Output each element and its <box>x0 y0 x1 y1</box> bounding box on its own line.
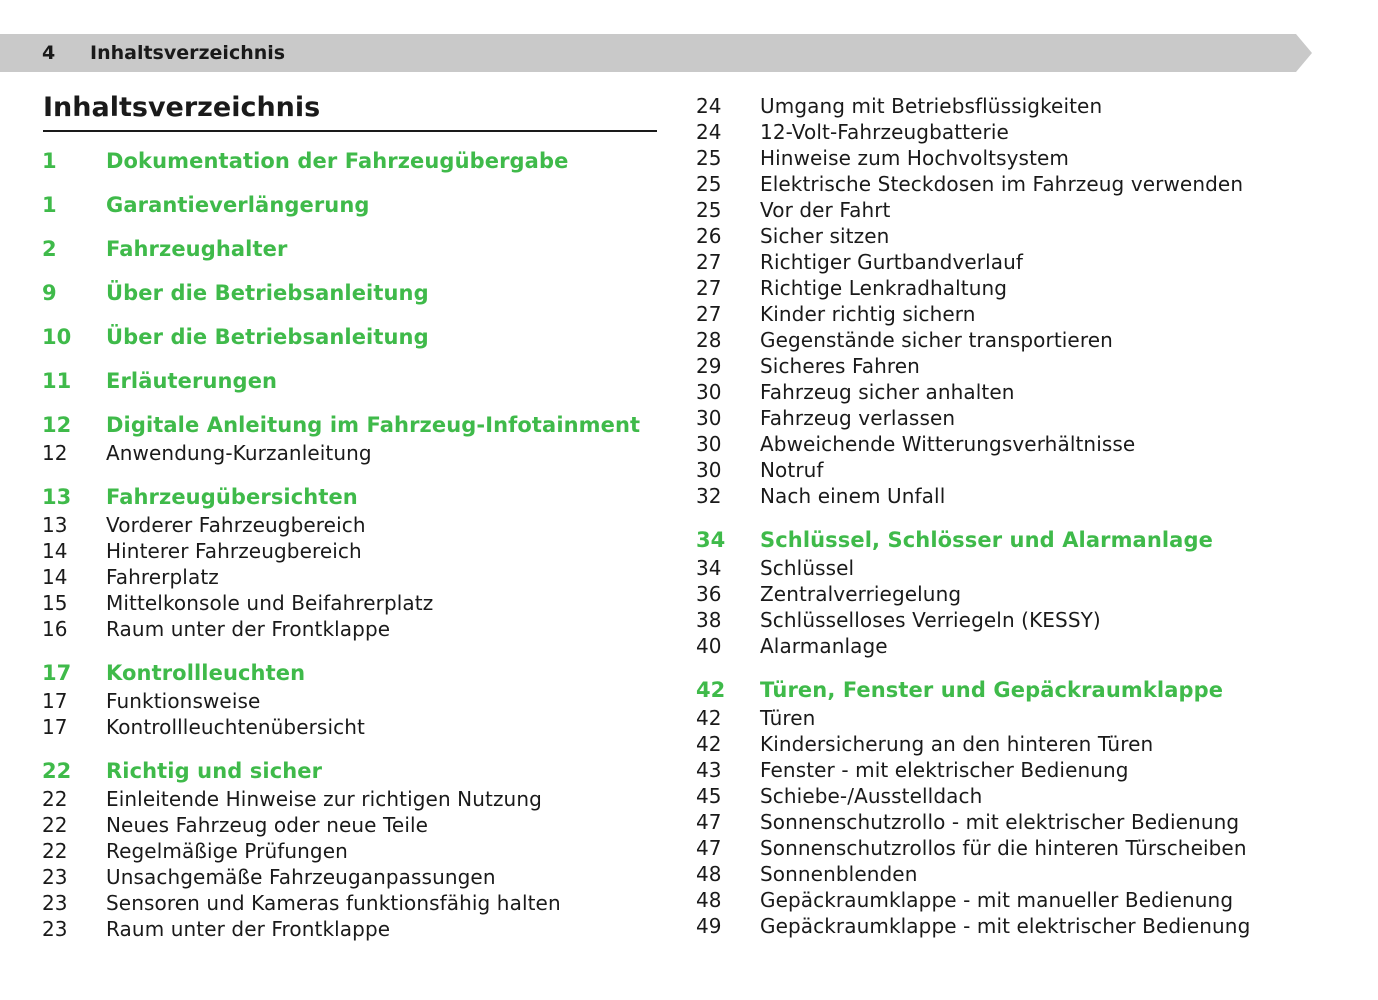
toc-page-number: 16 <box>42 617 68 641</box>
toc-column-left <box>42 146 662 942</box>
toc-entry-title: Unsachgemäße Fahrzeuganpassungen <box>106 865 496 889</box>
toc-page-number: 22 <box>42 839 68 863</box>
toc-entry-title: Gegenstände sicher transportieren <box>760 328 1113 352</box>
toc-page-number: 24 <box>696 120 722 144</box>
toc-chapter-title: Erläuterungen <box>106 369 278 393</box>
toc-chapter-title: Dokumentation der Fahrzeugübergabe <box>106 149 569 173</box>
toc-page-number: 27 <box>696 302 722 326</box>
toc-entry-title: Gepäckraumklappe - mit elektrischer Bedienung <box>760 914 1251 938</box>
toc-entry-title: Funktionsweise <box>106 689 261 713</box>
toc-entry[interactable] <box>42 538 662 564</box>
toc-entry-title: Umgang mit Betriebsflüssigkeiten <box>760 94 1103 118</box>
toc-entry[interactable] <box>696 607 1336 633</box>
toc-page-number: 47 <box>696 810 722 834</box>
toc-page-number: 22 <box>42 759 72 783</box>
toc-entry[interactable] <box>696 223 1336 249</box>
toc-page-number: 1 <box>42 193 57 217</box>
toc-entry[interactable] <box>42 786 662 812</box>
toc-chapter[interactable] <box>42 190 662 220</box>
toc-page-number: 22 <box>42 787 68 811</box>
toc-entry-title: Kindersicherung an den hinteren Türen <box>760 732 1154 756</box>
toc-chapter[interactable] <box>42 278 662 308</box>
toc-entry[interactable] <box>42 512 662 538</box>
toc-chapter-title: Über die Betriebsanleitung <box>106 325 429 349</box>
toc-page-number: 30 <box>696 380 722 404</box>
toc-entry-title: Regelmäßige Prüfungen <box>106 839 348 863</box>
toc-chapter[interactable] <box>42 146 662 176</box>
toc-entry[interactable] <box>696 119 1336 145</box>
toc-entry-title: Abweichende Witterungsverhältnisse <box>760 432 1136 456</box>
toc-entry-title: Hinterer Fahrzeugbereich <box>106 539 362 563</box>
toc-entry-title: Kontrollleuchtenübersicht <box>106 715 365 739</box>
toc-chapter[interactable] <box>42 234 662 264</box>
toc-page-number: 22 <box>42 813 68 837</box>
toc-chapter-title: Fahrzeugübersichten <box>106 485 358 509</box>
toc-entry[interactable] <box>696 705 1336 731</box>
toc-page-number: 13 <box>42 513 68 537</box>
toc-chapter[interactable] <box>42 658 662 688</box>
toc-entry[interactable] <box>696 249 1336 275</box>
header-section-title: Inhaltsverzeichnis <box>90 42 286 64</box>
toc-entry-title: Einleitende Hinweise zur richtigen Nutzung <box>106 787 542 811</box>
toc-entry[interactable] <box>696 327 1336 353</box>
toc-entry[interactable] <box>696 809 1336 835</box>
toc-page-number: 30 <box>696 432 722 456</box>
toc-chapter[interactable] <box>42 756 662 786</box>
toc-chapter-title: Über die Betriebsanleitung <box>106 281 429 305</box>
toc-entry[interactable] <box>696 197 1336 223</box>
toc-entry-title: Schlüsselloses Verriegeln (KESSY) <box>760 608 1101 632</box>
toc-entry-title: Alarmanlage <box>760 634 888 658</box>
toc-page-number: 12 <box>42 441 68 465</box>
toc-entry[interactable] <box>696 431 1336 457</box>
toc-page-number: 28 <box>696 328 722 352</box>
toc-page-number: 25 <box>696 172 722 196</box>
toc-entry[interactable] <box>42 714 662 740</box>
toc-entry-title: 12-Volt-Fahrzeugbatterie <box>760 120 1009 144</box>
toc-entry-title: Fahrerplatz <box>106 565 219 589</box>
toc-entry[interactable] <box>42 616 662 642</box>
toc-entry[interactable] <box>696 783 1336 809</box>
toc-entry-title: Hinweise zum Hochvoltsystem <box>760 146 1070 170</box>
toc-chapter-title: Richtig und sicher <box>106 759 323 783</box>
toc-chapter-title: Digitale Anleitung im Fahrzeug-Infotainment <box>106 413 641 437</box>
toc-page-number: 48 <box>696 888 722 912</box>
toc-chapter-title: Kontrollleuchten <box>106 661 306 685</box>
toc-entry-title: Raum unter der Frontklappe <box>106 917 391 941</box>
toc-page-number: 17 <box>42 661 72 685</box>
toc-page-number: 47 <box>696 836 722 860</box>
toc-entry-title: Sonnenblenden <box>760 862 918 886</box>
toc-entry[interactable] <box>696 171 1336 197</box>
toc-page-number: 23 <box>42 891 68 915</box>
toc-page-number: 40 <box>696 634 722 658</box>
toc-entry-title: Anwendung-Kurzanleitung <box>106 441 372 465</box>
toc-entry-title: Schiebe-/Ausstelldach <box>760 784 983 808</box>
toc-chapter[interactable] <box>696 525 1336 555</box>
toc-entry[interactable] <box>42 590 662 616</box>
toc-entry-title: Sonnenschutzrollos für die hinteren Türscheiben <box>760 836 1247 860</box>
toc-entry-title: Kinder richtig sichern <box>760 302 976 326</box>
toc-chapter-title: Garantieverlängerung <box>106 193 370 217</box>
toc-page-number: 14 <box>42 565 68 589</box>
toc-entry-title: Fenster - mit elektrischer Bedienung <box>760 758 1129 782</box>
toc-entry-title: Raum unter der Frontklappe <box>106 617 391 641</box>
toc-entry-title: Richtige Lenkradhaltung <box>760 276 1008 300</box>
toc-entry[interactable] <box>696 633 1336 659</box>
toc-entry[interactable] <box>696 731 1336 757</box>
toc-page-number: 42 <box>696 732 722 756</box>
toc-page-number: 30 <box>696 458 722 482</box>
toc-entry[interactable] <box>696 275 1336 301</box>
toc-chapter[interactable] <box>42 410 662 440</box>
toc-page-number: 43 <box>696 758 722 782</box>
toc-entry-title: Vor der Fahrt <box>760 198 891 222</box>
toc-entry[interactable] <box>42 890 662 916</box>
toc-page-number: 34 <box>696 556 722 580</box>
toc-page-number: 42 <box>696 706 722 730</box>
toc-page-number: 36 <box>696 582 722 606</box>
toc-entry-title: Türen <box>760 706 816 730</box>
toc-entry-title: Neues Fahrzeug oder neue Teile <box>106 813 429 837</box>
toc-entry-title: Vorderer Fahrzeugbereich <box>106 513 366 537</box>
toc-entry-title: Elektrische Steckdosen im Fahrzeug verwenden <box>760 172 1244 196</box>
toc-chapter[interactable] <box>42 366 662 396</box>
toc-entry-title: Notruf <box>760 458 824 482</box>
toc-entry[interactable] <box>696 405 1336 431</box>
toc-entry-title: Fahrzeug sicher anhalten <box>760 380 1015 404</box>
toc-page-number: 23 <box>42 917 68 941</box>
toc-chapter-title: Schlüssel, Schlösser und Alarmanlage <box>760 528 1213 552</box>
toc-page-number: 45 <box>696 784 722 808</box>
toc-page-number: 26 <box>696 224 722 248</box>
toc-page-number: 11 <box>42 369 72 393</box>
toc-entry[interactable] <box>696 93 1336 119</box>
toc-entry-title: Sicheres Fahren <box>760 354 920 378</box>
toc-entry[interactable] <box>42 688 662 714</box>
toc-entry[interactable] <box>696 379 1336 405</box>
toc-entry[interactable] <box>696 861 1336 887</box>
toc-chapter[interactable] <box>42 482 662 512</box>
toc-page-number: 34 <box>696 528 726 552</box>
toc-entry[interactable] <box>42 564 662 590</box>
toc-entry-title: Richtiger Gurtbandverlauf <box>760 250 1024 274</box>
toc-page-number: 25 <box>696 198 722 222</box>
toc-entry-title: Fahrzeug verlassen <box>760 406 956 430</box>
toc-page-number: 13 <box>42 485 72 509</box>
toc-entry-title: Sonnenschutzrollo - mit elektrischer Bedienung <box>760 810 1240 834</box>
toc-entry-title: Zentralverriegelung <box>760 582 962 606</box>
toc-entry-title: Nach einem Unfall <box>760 484 946 508</box>
header-page-number: 4 <box>42 42 56 64</box>
toc-page-number: 27 <box>696 276 722 300</box>
toc-page-number: 32 <box>696 484 722 508</box>
toc-page-number: 42 <box>696 678 726 702</box>
toc-entry-title: Gepäckraumklappe - mit manueller Bedienung <box>760 888 1234 912</box>
toc-page-number: 25 <box>696 146 722 170</box>
title-divider <box>43 130 657 132</box>
toc-entry[interactable] <box>696 353 1336 379</box>
toc-page-number: 24 <box>696 94 722 118</box>
toc-entry-title: Mittelkonsole und Beifahrerplatz <box>106 591 434 615</box>
toc-page-number: 2 <box>42 237 57 261</box>
toc-page-number: 1 <box>42 149 57 173</box>
page-title: Inhaltsverzeichnis <box>43 92 321 123</box>
toc-chapter[interactable] <box>696 675 1336 705</box>
toc-page-number: 17 <box>42 715 68 739</box>
toc-page-number: 15 <box>42 591 68 615</box>
toc-page-number: 14 <box>42 539 68 563</box>
toc-entry[interactable] <box>696 887 1336 913</box>
toc-entry[interactable] <box>42 864 662 890</box>
toc-page-number: 30 <box>696 406 722 430</box>
toc-page-number: 17 <box>42 689 68 713</box>
toc-entry[interactable] <box>696 913 1336 939</box>
toc-entry[interactable] <box>696 757 1336 783</box>
toc-entry-title: Sensoren und Kameras funktionsfähig halten <box>106 891 561 915</box>
toc-page-number: 27 <box>696 250 722 274</box>
toc-entry[interactable] <box>42 812 662 838</box>
toc-entry-title: Sicher sitzen <box>760 224 890 248</box>
toc-entry[interactable] <box>696 457 1336 483</box>
toc-chapter-title: Türen, Fenster und Gepäckraumklappe <box>760 678 1224 702</box>
toc-page-number: 23 <box>42 865 68 889</box>
toc-chapter-title: Fahrzeughalter <box>106 237 288 261</box>
toc-entry[interactable] <box>696 145 1336 171</box>
toc-entry[interactable] <box>696 483 1336 509</box>
toc-page-number: 29 <box>696 354 722 378</box>
toc-page-number: 12 <box>42 413 72 437</box>
toc-page-number: 9 <box>42 281 57 305</box>
toc-entry[interactable] <box>696 301 1336 327</box>
toc-page-number: 48 <box>696 862 722 886</box>
toc-page-number: 10 <box>42 325 72 349</box>
toc-entry[interactable] <box>696 835 1336 861</box>
toc-entry[interactable] <box>42 440 662 466</box>
toc-page-number: 38 <box>696 608 722 632</box>
toc-page-number: 49 <box>696 914 722 938</box>
toc-chapter[interactable] <box>42 322 662 352</box>
toc-column-right <box>696 93 1336 939</box>
toc-entry[interactable] <box>42 916 662 942</box>
toc-entry[interactable] <box>42 838 662 864</box>
toc-entry[interactable] <box>696 581 1336 607</box>
toc-entry[interactable] <box>696 555 1336 581</box>
toc-entry-title: Schlüssel <box>760 556 855 580</box>
